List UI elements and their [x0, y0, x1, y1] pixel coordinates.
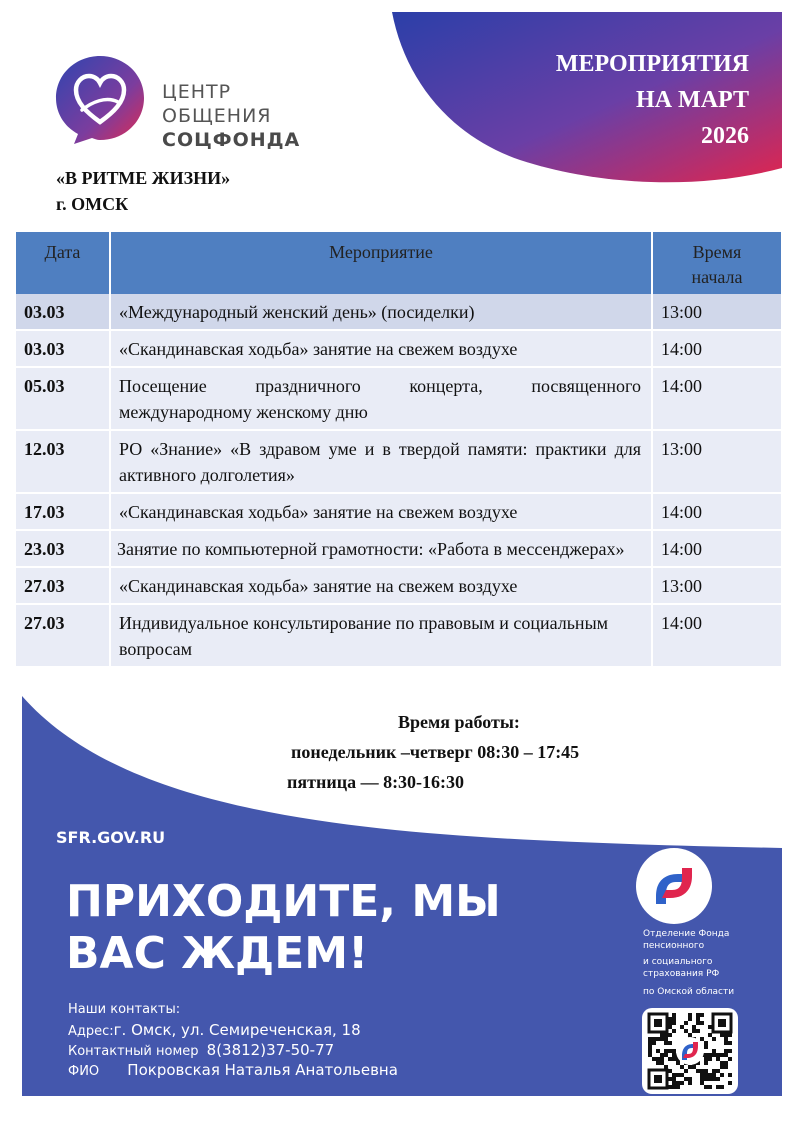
row-event: Занятие по компьютерной грамотности: «Работа в мессенджерах»: [110, 530, 652, 567]
row-date: 27.03: [16, 567, 110, 604]
row-date: 17.03: [16, 493, 110, 530]
row-event: РО «Знание» «В здравом уме и в твердой памяти: практики для активного долголетия»: [110, 430, 652, 493]
org-line-1: Отделение Фонда: [643, 929, 730, 939]
table-row: [16, 604, 782, 667]
contacts-phone: [68, 1040, 398, 1060]
org-line-4: страхования РФ: [643, 969, 720, 979]
contacts-block: [68, 1000, 398, 1080]
phone-value: 8(3812)37-50-77: [206, 1041, 335, 1059]
cta-line-2: ВАС ЖДЕМ!: [66, 928, 369, 979]
hours-title: Время работы:: [398, 712, 520, 732]
row-event: «Скандинавская ходьба» занятие на свежем воздухе: [110, 567, 652, 604]
row-time: 14:00: [652, 493, 782, 530]
logo-text: [162, 80, 300, 152]
org-line-3: и социального: [643, 957, 713, 967]
address-value: г. Омск, ул. Семиреченская, 18: [113, 1021, 361, 1039]
fio-value: Покровская Наталья Анатольевна: [127, 1061, 398, 1079]
heart-chat-logo-icon: [52, 52, 148, 144]
row-event: «Скандинавская ходьба» занятие на свежем воздухе: [110, 493, 652, 530]
logo-line-3: СОЦФОНДА: [162, 129, 301, 151]
table-row: [16, 430, 782, 493]
row-date: 05.03: [16, 367, 110, 430]
contacts-title: Наши контакты:: [68, 1002, 181, 1017]
title-line-3: 2026: [701, 123, 749, 149]
contacts-fio: [68, 1060, 398, 1080]
logo-line-1: ЦЕНТР: [162, 81, 232, 103]
table-row: [16, 567, 782, 604]
row-date: 27.03: [16, 604, 110, 667]
row-time: 13:00: [652, 567, 782, 604]
title-line-2: НА МАРТ: [636, 87, 749, 113]
site-link[interactable]: SFR.GOV.RU: [56, 828, 166, 847]
center-name: «В РИТМЕ ЖИЗНИ»: [56, 168, 231, 188]
table-row: [16, 330, 782, 367]
row-event: «Скандинавская ходьба» занятие на свежем воздухе: [110, 330, 652, 367]
row-time: 14:00: [652, 330, 782, 367]
phone-label: Контактный номер: [68, 1044, 199, 1059]
row-time: 14:00: [652, 530, 782, 567]
cta-line-1: ПРИХОДИТЕ, МЫ: [66, 876, 501, 927]
city-name: г. ОМСК: [56, 194, 129, 214]
header-time: [652, 232, 782, 294]
org-line-2: пенсионного: [643, 941, 705, 951]
org-line-5: по Омской области: [643, 987, 735, 997]
row-time: 14:00: [652, 367, 782, 430]
sfr-logo-icon: [634, 846, 714, 926]
qr-code-icon[interactable]: [642, 1008, 738, 1094]
hours-weekdays: понедельник –четверг 08:30 – 17:45: [291, 742, 580, 762]
table-row: [16, 294, 782, 330]
schedule-table: [16, 232, 783, 668]
row-event: Индивидуальное консультирование по правовым и социальным вопросам: [110, 604, 652, 667]
row-time: 13:00: [652, 430, 782, 493]
org-name: [643, 928, 763, 998]
row-date: 03.03: [16, 294, 110, 330]
header-date: Дата: [16, 232, 110, 294]
call-to-action: [66, 876, 501, 980]
fio-label: ФИО: [68, 1064, 100, 1079]
row-time: 14:00: [652, 604, 782, 667]
address-label: Адрес:: [68, 1024, 114, 1039]
row-date: 12.03: [16, 430, 110, 493]
qr-code-pattern: [642, 1008, 738, 1094]
page-title: [556, 46, 749, 154]
table-header-row: [16, 232, 782, 294]
center-info: [56, 165, 230, 217]
row-event: Посещение праздничного концерта, посвященного международному женскому дню: [110, 367, 652, 430]
row-time: 13:00: [652, 294, 782, 330]
header-event: Мероприятие: [110, 232, 652, 294]
row-date: 23.03: [16, 530, 110, 567]
header-time-line-1: Время: [692, 242, 742, 262]
contacts-address: [68, 1020, 398, 1040]
hours-friday: пятница — 8:30-16:30: [287, 772, 465, 792]
title-line-1: МЕРОПРИЯТИЯ: [555, 51, 749, 77]
table-row: [16, 530, 782, 567]
table-row: [16, 493, 782, 530]
table-row: [16, 367, 782, 430]
header-time-line-2: начала: [691, 267, 743, 287]
row-event: «Международный женский день» (посиделки): [110, 294, 652, 330]
row-date: 03.03: [16, 330, 110, 367]
logo-line-2: ОБЩЕНИЯ: [162, 105, 272, 127]
